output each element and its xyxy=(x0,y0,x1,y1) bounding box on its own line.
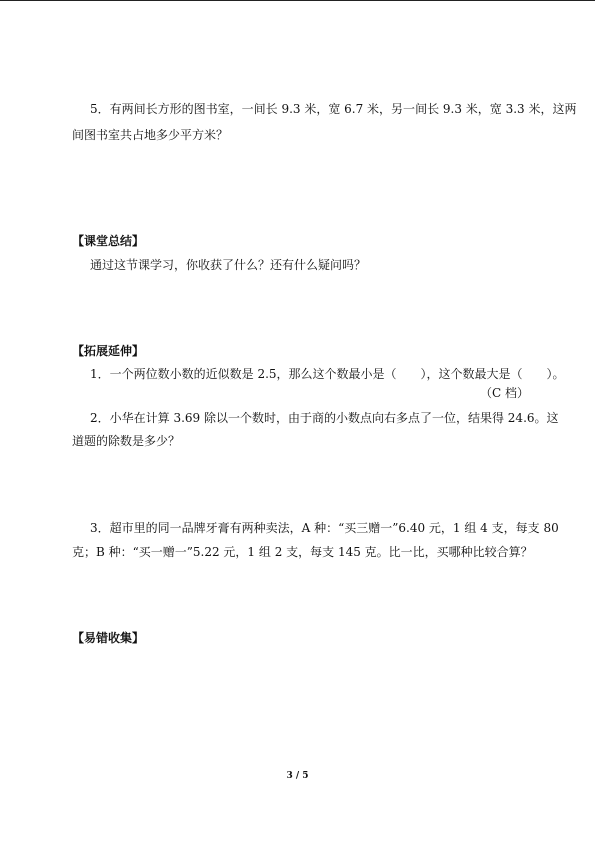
problem-5-line-2: 间图书室共占地多少平方米？ xyxy=(72,128,229,142)
extension-q3-line-2: 克；B 种：“买一赠一”5.22 元，1 组 2 支，每支 145 克。比一比，买哪种比较合算？ xyxy=(72,545,533,559)
errors-heading: 【易错收集】 xyxy=(72,631,145,645)
page-number: 3 / 5 xyxy=(286,771,309,781)
extension-q1-difficulty-tag: （C 档） xyxy=(480,386,529,400)
extension-q2-line-2: 道题的除数是多少？ xyxy=(72,434,181,448)
summary-heading: 【课堂总结】 xyxy=(72,234,145,248)
problem-5-line-1: 5．有两间长方形的图书室，一间长 9.3 米，宽 6.7 米，另一间长 9.3 米，宽 3.3 米，这两 xyxy=(90,102,577,116)
summary-text: 通过这节课学习，你收获了什么？还有什么疑问吗？ xyxy=(90,258,367,272)
extension-q3-line-1: 3．超市里的同一品牌牙膏有两种卖法，A 种：“买三赠一”6.40 元，1 组 4 支，每支 80 xyxy=(90,521,559,535)
page-top-border xyxy=(0,0,595,1)
extension-q1-line-1: 1．一个两位数小数的近似数是 2.5，那么这个数最小是（ ），这个数最大是（ ）。 xyxy=(90,367,565,381)
extension-q2-line-1: 2．小华在计算 3.69 除以一个数时，由于商的小数点向右多点了一位，结果得 24.6。这 xyxy=(90,411,559,425)
extension-heading: 【拓展延伸】 xyxy=(72,344,145,358)
